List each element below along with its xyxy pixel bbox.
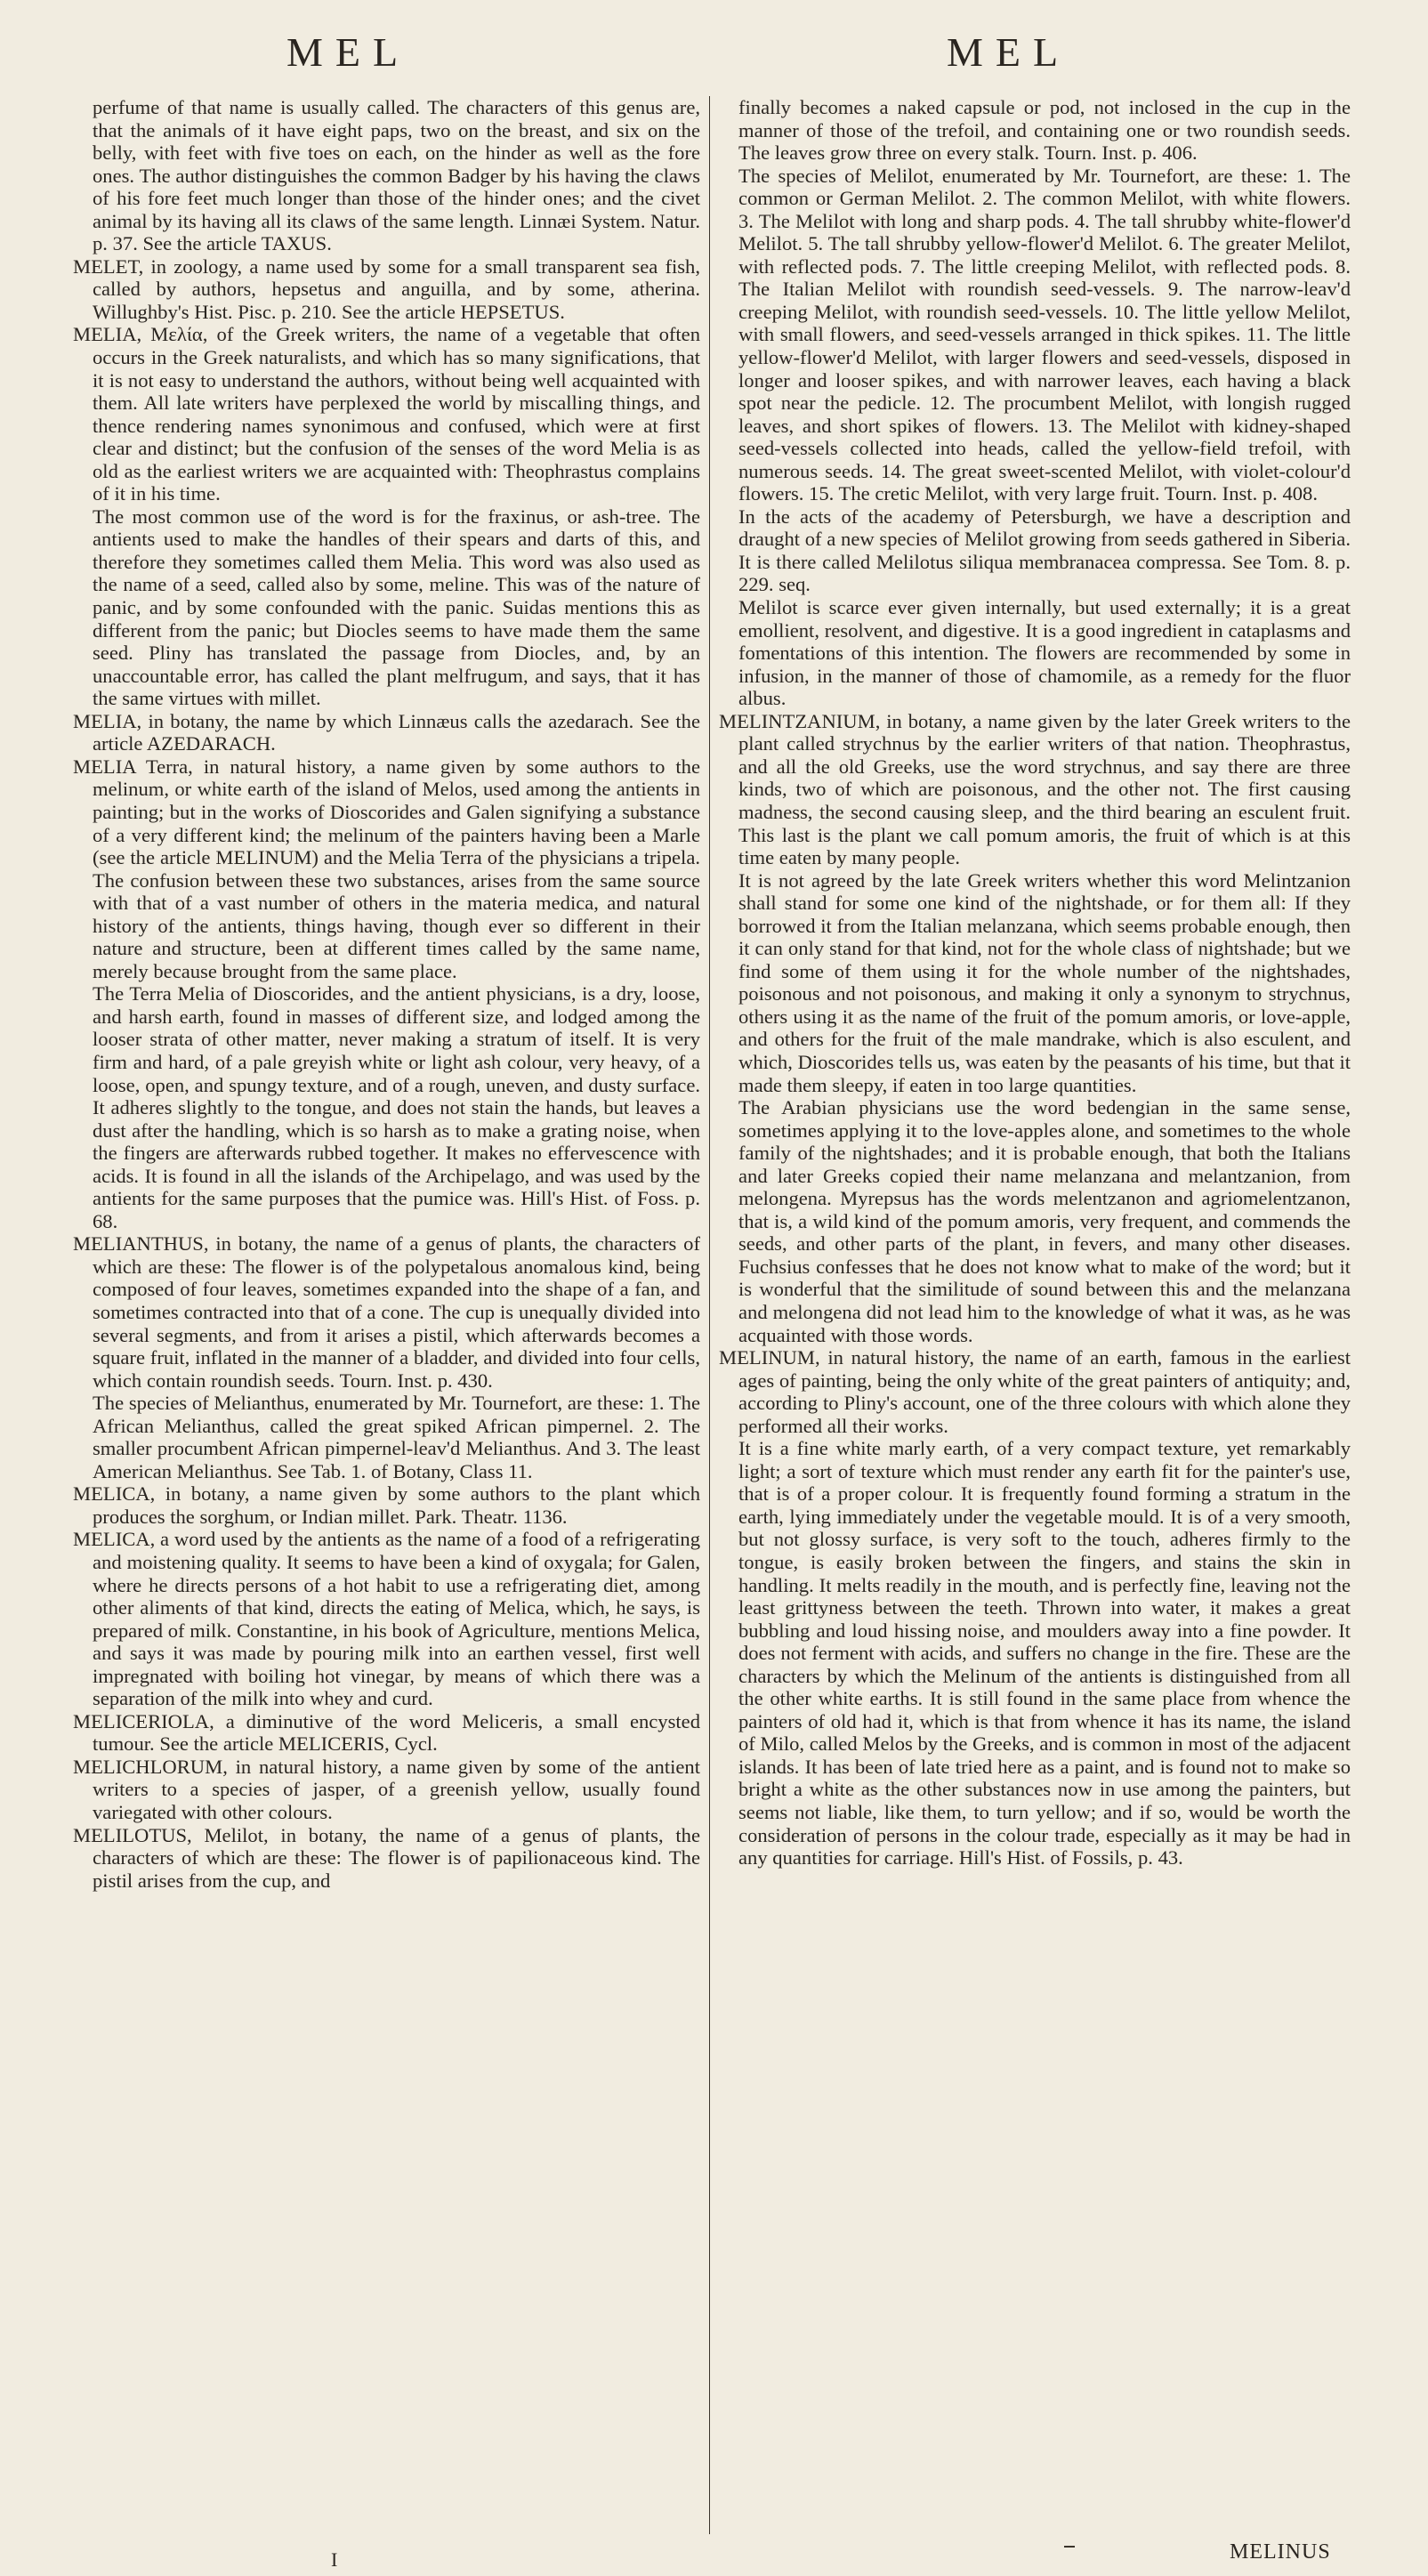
dictionary-entry: MELINUM, in natural history, the name of an earth, famous in the earliest ages of painting, being the only white of the great painters of antiquity; and, according to Pliny's account, one of the three colours with which alone they performed all their works. xyxy=(719,1346,1351,1437)
dictionary-entry: MELIANTHUS, in botany, the name of a genus of plants, the characters of which are these: The flower is of the polypetalous anomalous kind, being composed of four leaves, sometimes expanded into the shape of a fan, and sometimes contracted into that of a cone. The cup is unequally divided into several segments, and from it arises a pistil, which afterwards becomes a square fruit, inflated in the manner of a bladder, and divided into four cells, which contain roundish seeds. Tourn. Inst. p. 430. xyxy=(73,1232,700,1392)
running-head-right: MEL xyxy=(947,29,1071,75)
paragraph: The Arabian physicians use the word bedengian in the same sense, sometimes applying it to the love-apples alone, and sometimes to the whole family of the nightshades; and it is probable enough, that both the Italians and later Greeks copied their name melanzana and melantzanion, from melongena. Myrepsus has the words melentzanon and agriomelentzanon, that is, a wild kind of the pomum amoris, very frequent, and commends the seeds, and other parts of the plant, in fevers, and many other diseases. Fuchsius confesses that he does not know what to make of the word; but it is wonderful that the similitude of sound between this and the melanzana and melongena did not lead him to the knowledge of what it was, as he was acquainted with those words. xyxy=(738,1096,1351,1346)
paragraph: In the acts of the academy of Petersburgh, we have a description and draught of a new species of Melilot growing from seeds gathered in Siberia. It is there called Melilotus siliqua membranacea compressa. See Tom. 8. p. 229. seq. xyxy=(738,505,1351,596)
paragraph: It is a fine white marly earth, of a very compact texture, yet remarkably light; a sort of texture which must render any earth fit for the painter's use, that is of a proper colour. It is frequently found forming a stratum in the earth, lying immediately under the vegetable mould. It is of a very smooth, but not glossy surface, is very soft to the touch, adheres firmly to the tongue, is easily broken between the fingers, and stains the skin in handling. It melts readily in the mouth, and is perfectly fine, leaving not the least grittyness between the teeth. Thrown into water, it makes a great bubbling and loud hissing noise, and moulders away into a fine powder. It does not ferment with acids, and suffers no change in the fire. These are the characters by which the Melinum of the antients is distinguished from all the other white earths. It is still found in the same place from whence the painters of old had it, which is that from whence it has its name, the island of Milo, called Melos by the Greeks, and is common in most of the adjacent islands. It has been of late tried here as a paint, and is found not to make so bright a white as the other substances now in use among the painters, but seems not liable, like them, to turn yellow; and if so, would be worth the consideration of persons in the colour trade, especially as it may be had in any quantities for carriage. Hill's Hist. of Fossils, p. 43. xyxy=(738,1437,1351,1869)
signature-mark: I xyxy=(331,2548,338,2571)
column-divider xyxy=(709,96,710,2534)
dictionary-entry: MELICHLORUM, in natural history, a name given by some of the antient writers to a species of jasper, of a greenish yellow, usually found variegated with other colours. xyxy=(73,1755,700,1824)
paragraph: The species of Melilot, enumerated by Mr. Tournefort, are these: 1. The common or German Melilot. 2. The common Melilot, with white flowers. 3. The Melilot with long and sharp pods. 4. The tall shrubby white-flower'd Melilot. 5. The tall shrubby yellow-flower'd Melilot. 6. The greater Melilot, with reflected pods. 7. The little creeping Melilot, with reflected pods. 8. The Italian Melilot with roundish seed-vessels. 9. The narrow-leav'd creeping Melilot, with roundish seed-vessels. 10. The little yellow Melilot, with small flowers, and seed-vessels arranged in thick spikes. 11. The little yellow-flower'd Melilot, with larger flowers and seed-vessels, disposed in longer and looser spikes, and with narrower leaves, each having a black spot near the pedicle. 12. The procumbent Melilot, with longish rugged leaves, and short spikes of flowers. 13. The Melilot with kidney-shaped seed-vessels collected into heads, called the yellow-field trefoil, with numerous seeds. 14. The great sweet-scented Melilot, with violet-colour'd flowers. 15. The cretic Melilot, with very large fruit. Tourn. Inst. p. 408. xyxy=(738,164,1351,505)
paragraph: It is not agreed by the late Greek writers whether this word Melintzanion shall stand for some one kind of the nightshade, or for them all: If they borrowed it from the Italian melanzana, which seems probable enough, then it can only stand for that kind, not for the whole class of nightshade; but we find some of them using it for the whole number of the nightshades, poisonous and not poisonous, and making it only a synonym to strychnus, others using it as the name of the fruit of the pomum amoris, or love-apple, and others for the fruit of the male mandrake, which is also esculent, and which, Dioscorides tells us, was eaten by the peasants of his time, but that it made them sleepy, if eaten in too large quantities. xyxy=(738,868,1351,1096)
right-column xyxy=(719,96,1351,2516)
catchword: MELINUS xyxy=(1230,2540,1331,2564)
paragraph: The species of Melianthus, enumerated by Mr. Tournefort, are these: 1. The African Melianthus, called the great spiked African pimpernel. 2. The smaller procumbent African pimpernel-leav'd Melianthus. And 3. The least American Melianthus. See Tab. 1. of Botany, Class 11. xyxy=(93,1392,700,1482)
paragraph: Melilot is scarce ever given internally, but used externally; it is a great emollient, resolvent, and digestive. It is a good ingredient in cataplasms and fomentations of this intention. The flowers are recommended by some in infusion, in the manner of those of chamomile, as a remedy for the fluor albus. xyxy=(738,596,1351,710)
dictionary-entry: MELIA, in botany, the name by which Linnæus calls the azedarach. See the article AZEDARACH. xyxy=(73,709,700,755)
footer-dash xyxy=(1064,2546,1075,2548)
dictionary-entry: MELIA Terra, in natural history, a name given by some authors to the melinum, or white earth of the island of Melos, used among the antients in painting; but in the works of Dioscorides and Galen signifying a substance of a very different kind; the melinum of the painters having been a Marle (see the article MELINUM) and the Melia Terra of the physicians a tripela. The confusion between these two substances, arises from the same source with that of a vast number of others in the materia medica, and natural history of the antients, things having, though ever so different in their nature and structure, been at different times called by the same name, merely because brought from the same place. xyxy=(73,755,700,982)
dictionary-entry: MELILOTUS, Melilot, in botany, the name of a genus of plants, the characters of which are these: The flower is of papilionaceous kind. The pistil arises from the cup, and xyxy=(73,1823,700,1892)
running-head-left: MEL xyxy=(286,29,411,75)
dictionary-entry: MELET, in zoology, a name used by some for a small transparent sea fish, called by authors, hepsetus and anguilla, and by some, atherina. Willughby's Hist. Pisc. p. 210. See the article HEPSETUS. xyxy=(73,254,700,323)
paragraph: The Terra Melia of Dioscorides, and the antient physicians, is a dry, loose, and harsh earth, found in masses of different size, and lodged among the looser strata of other matter, never making a stratum of itself. It is very firm and hard, of a pale greyish white or light ash colour, very heavy, of a loose, open, and spungy texture, and of a rough, uneven, and dusty surface. It adheres slightly to the tongue, and does not stain the hands, but leaves a dust after the handling, which is so harsh as to make a grating noise, when the fingers are afterwards rubbed together. It makes no effervescence with acids. It is found in all the islands of the Archipelago, and was used by the antients for the same purposes that the pumice was. Hill's Hist. of Foss. p. 68. xyxy=(93,982,700,1232)
dictionary-entry: MELICA, a word used by the antients as the name of a food of a refrigerating and moistening quality. It seems to have been a kind of oxygala; for Galen, where he directs persons of a hot habit to use a refrigerating diet, among other aliments of that kind, directs the eating of Melica, which, he says, is prepared of milk. Constantine, in his book of Agriculture, mentions Melica, and says it was made by pouring milk into an earthen vessel, first well impregnated with boiling hot vinegar, by means of which there was a separation of the milk into whey and curd. xyxy=(73,1528,700,1710)
dictionary-entry: MELINTZANIUM, in botany, a name given by the later Greek writers to the plant called strychnus by the earlier writers of that nation. Theophrastus, and all the old Greeks, use the word strychnus, and say there are three kinds, two of which are poisonous, and the other not. The first causing madness, the second causing sleep, and the third bearing an esculent fruit. This last is the plant we call pomum amoris, the fruit of which is at this time eaten by many people. xyxy=(719,709,1351,869)
dictionary-entry: MELICA, in botany, a name given by some authors to the plant which produces the sorghum, or Indian millet. Park. Theatr. 1136. xyxy=(73,1482,700,1528)
paragraph: finally becomes a naked capsule or pod, not inclosed in the cup in the manner of those of the trefoil, and containing one or two roundish seeds. The leaves grow three on every stalk. Tourn. Inst. p. 406. xyxy=(738,96,1351,165)
paragraph: perfume of that name is usually called. The characters of this genus are, that the animals of it have eight paps, two on the breast, and six on the belly, with feet with five toes on each, on the hinder as well as the fore ones. The author distinguishes the common Badger by his having the claws of his fore feet much longer than those of the hinder ones; and the civet animal by its having all its claws of the same length. Linnæi System. Natur. p. 37. See the article TAXUS. xyxy=(93,96,700,255)
paragraph: The most common use of the word is for the fraxinus, or ash-tree. The antients used to make the handles of their spears and darts of this, and therefore they sometimes called them Melia. This word was also used as the name of a seed, called also by some, meline. This was of the nature of panic, and by some confounded with the panic. Suidas mentions this as different from the panic; but Diocles seems to have made them the same seed. Pliny has translated the passage from Diocles, and, by an unaccountable error, has called the plant melfrugum, and says, that it has the same virtues with millet. xyxy=(93,505,700,710)
left-column xyxy=(73,96,700,2516)
dictionary-entry: MELIA, Μελία, of the Greek writers, the name of a vegetable that often occurs in the Greek naturalists, and which has so many significations, that it is not easy to understand the authors, without being well acquainted with them. All late writers have perplexed the world by miscalling things, and thence rendering names synonimous and confused, which were at first clear and distinct; but the confusion of the senses of the word Melia is as old as the earliest writers we are acquainted with: Theophrastus complains of it in his time. xyxy=(73,323,700,505)
dictionary-entry: MELICERIOLA, a diminutive of the word Meliceris, a small encysted tumour. See the article MELICERIS, Cycl. xyxy=(73,1709,700,1756)
